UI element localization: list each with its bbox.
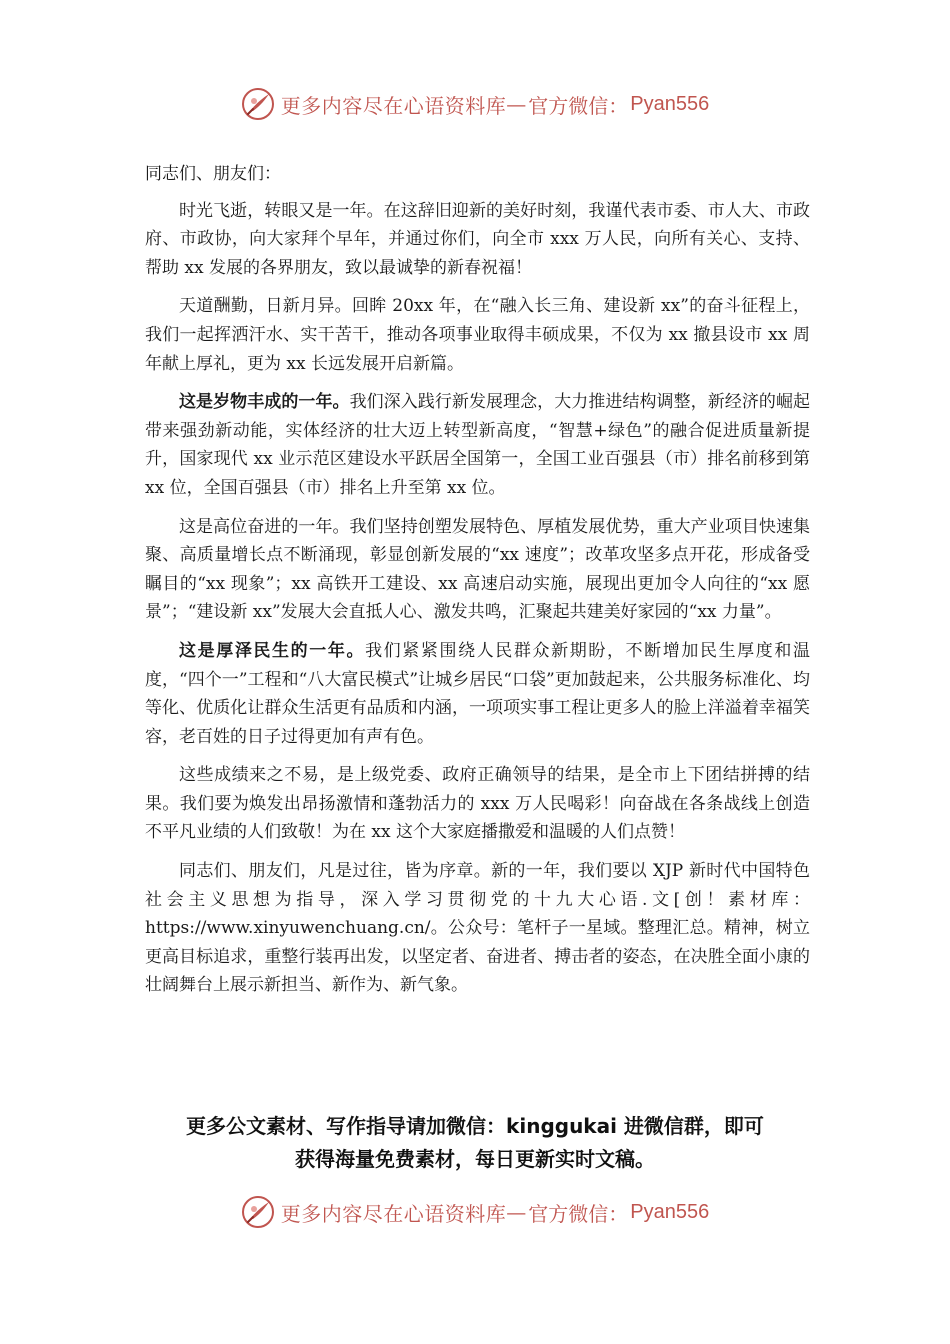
header-banner [0, 84, 950, 124]
paragraph-lead: 这是厚泽民生的一年。 [179, 640, 366, 661]
paragraph: 天道酬勤，日新月异。回眸 20xx 年，在“融入长三角、建设新 xx”的奋斗征程上，我们一起挥洒汗水、实干苦干，推动各项事业取得丰硕成果，不仅为 xx 撤县设市 xx 周年献上厚礼，更为 xx 长远发展开启新篇。 [145, 296, 810, 374]
paragraph-lead: 这是岁物丰成的一年。 [179, 392, 350, 413]
promo-line-1: 更多公文素材、写作指导请加微信：kinggukai 进微信群，即可 [186, 1114, 764, 1138]
promo-notice [100, 1110, 850, 1176]
footer-banner [0, 1192, 950, 1232]
paragraph: 同志们、朋友们，凡是过往，皆为序章。新的一年，我们要以 XJP 新时代中国特色社会主义思想为指导，深入学习贯彻党的十九大心语.文[创！素材库：https://www.xinyuwenchuang.cn/。公众号：笔杆子一星域。整理汇总。精神，树立更高目标追求，重整行装再出发，以坚定者、奋进者、搏击者的姿态，在决胜全面小康的壮阔舞台上展示新担当、新作为、新气象。 [145, 861, 810, 996]
banner-title: 更多内容尽在心语资料库 [280, 1201, 507, 1226]
promo-line-2: 获得海量免费素材，每日更新实时文稿。 [295, 1147, 655, 1171]
quill-logo-icon [241, 87, 275, 121]
banner-wechat-id: Pyan556 [630, 92, 710, 115]
banner-wechat-label: 官方微信： [528, 1201, 629, 1226]
banner-wechat-label: 官方微信： [528, 93, 629, 118]
banner-separator: — [506, 1200, 527, 1224]
paragraph: 这是厚泽民生的一年。我们紧紧围绕人民群众新期盼，不断增加民生厚度和温度，“四个一”工程和“八大富民模式”让城乡居民“口袋”更加鼓起来，公共服务标准化、均等化、优质化让群众生活更有品质和内涵，一项项实事工程让更多人的脸上洋溢着幸福笑容，老百姓的日子过得更加有声有色。 [145, 640, 811, 747]
banner-title: 更多内容尽在心语资料库 [280, 93, 507, 118]
paragraph: 时光飞逝，转眼又是一年。在这辞旧迎新的美好时刻，我谨代表市委、市人大、市政府、市政协，向大家拜个早年，并通过你们，向全市 xxx 万人民，向所有关心、支持、帮助 xx 发展的各界朋友，致以最诚挚的新春祝福！ [145, 200, 810, 278]
banner-separator: — [506, 92, 527, 116]
banner-wechat-id: Pyan556 [630, 1200, 710, 1223]
paragraph: 这些成绩来之不易，是上级党委、政府正确领导的结果，是全市上下团结拼搏的结果。我们要为焕发出昂扬激情和蓬勃活力的 xxx 万人民喝彩！向奋战在各条战线上创造不平凡业绩的人们致敬！为在 xx 这个大家庭播撒爱和温暖的人们点赞！ [145, 765, 810, 843]
quill-logo-icon [241, 1195, 275, 1229]
paragraph: 这是高位奋进的一年。我们坚持创塑发展特色、厚植发展优势，重大产业项目快速集聚、高质量增长点不断涌现，彰显创新发展的“xx 速度”；改革攻坚多点开花，形成备受瞩目的“xx 现象”；xx 高铁开工建设、xx 高速启动实施，展现出更加令人向往的“xx 愿景”；“建设新 xx”发展大会直抵人心、激发共鸣，汇聚起共建美好家园的“xx 力量”。 [145, 516, 810, 623]
salutation: 同志们、朋友们： [145, 164, 281, 184]
paragraph: 这是岁物丰成的一年。我们深入践行新发展理念，大力推进结构调整，新经济的崛起带来强劲新动能，实体经济的壮大迈上转型新高度，“智慧+绿色”的融合促进质量新提升，国家现代 xx 业示范区建设水平跃居全国第一，全国工业百强县（市）排名前移到第 xx 位，全国百强县（市）排名上升至第 xx 位。 [145, 392, 811, 498]
letter-body [145, 160, 810, 1010]
